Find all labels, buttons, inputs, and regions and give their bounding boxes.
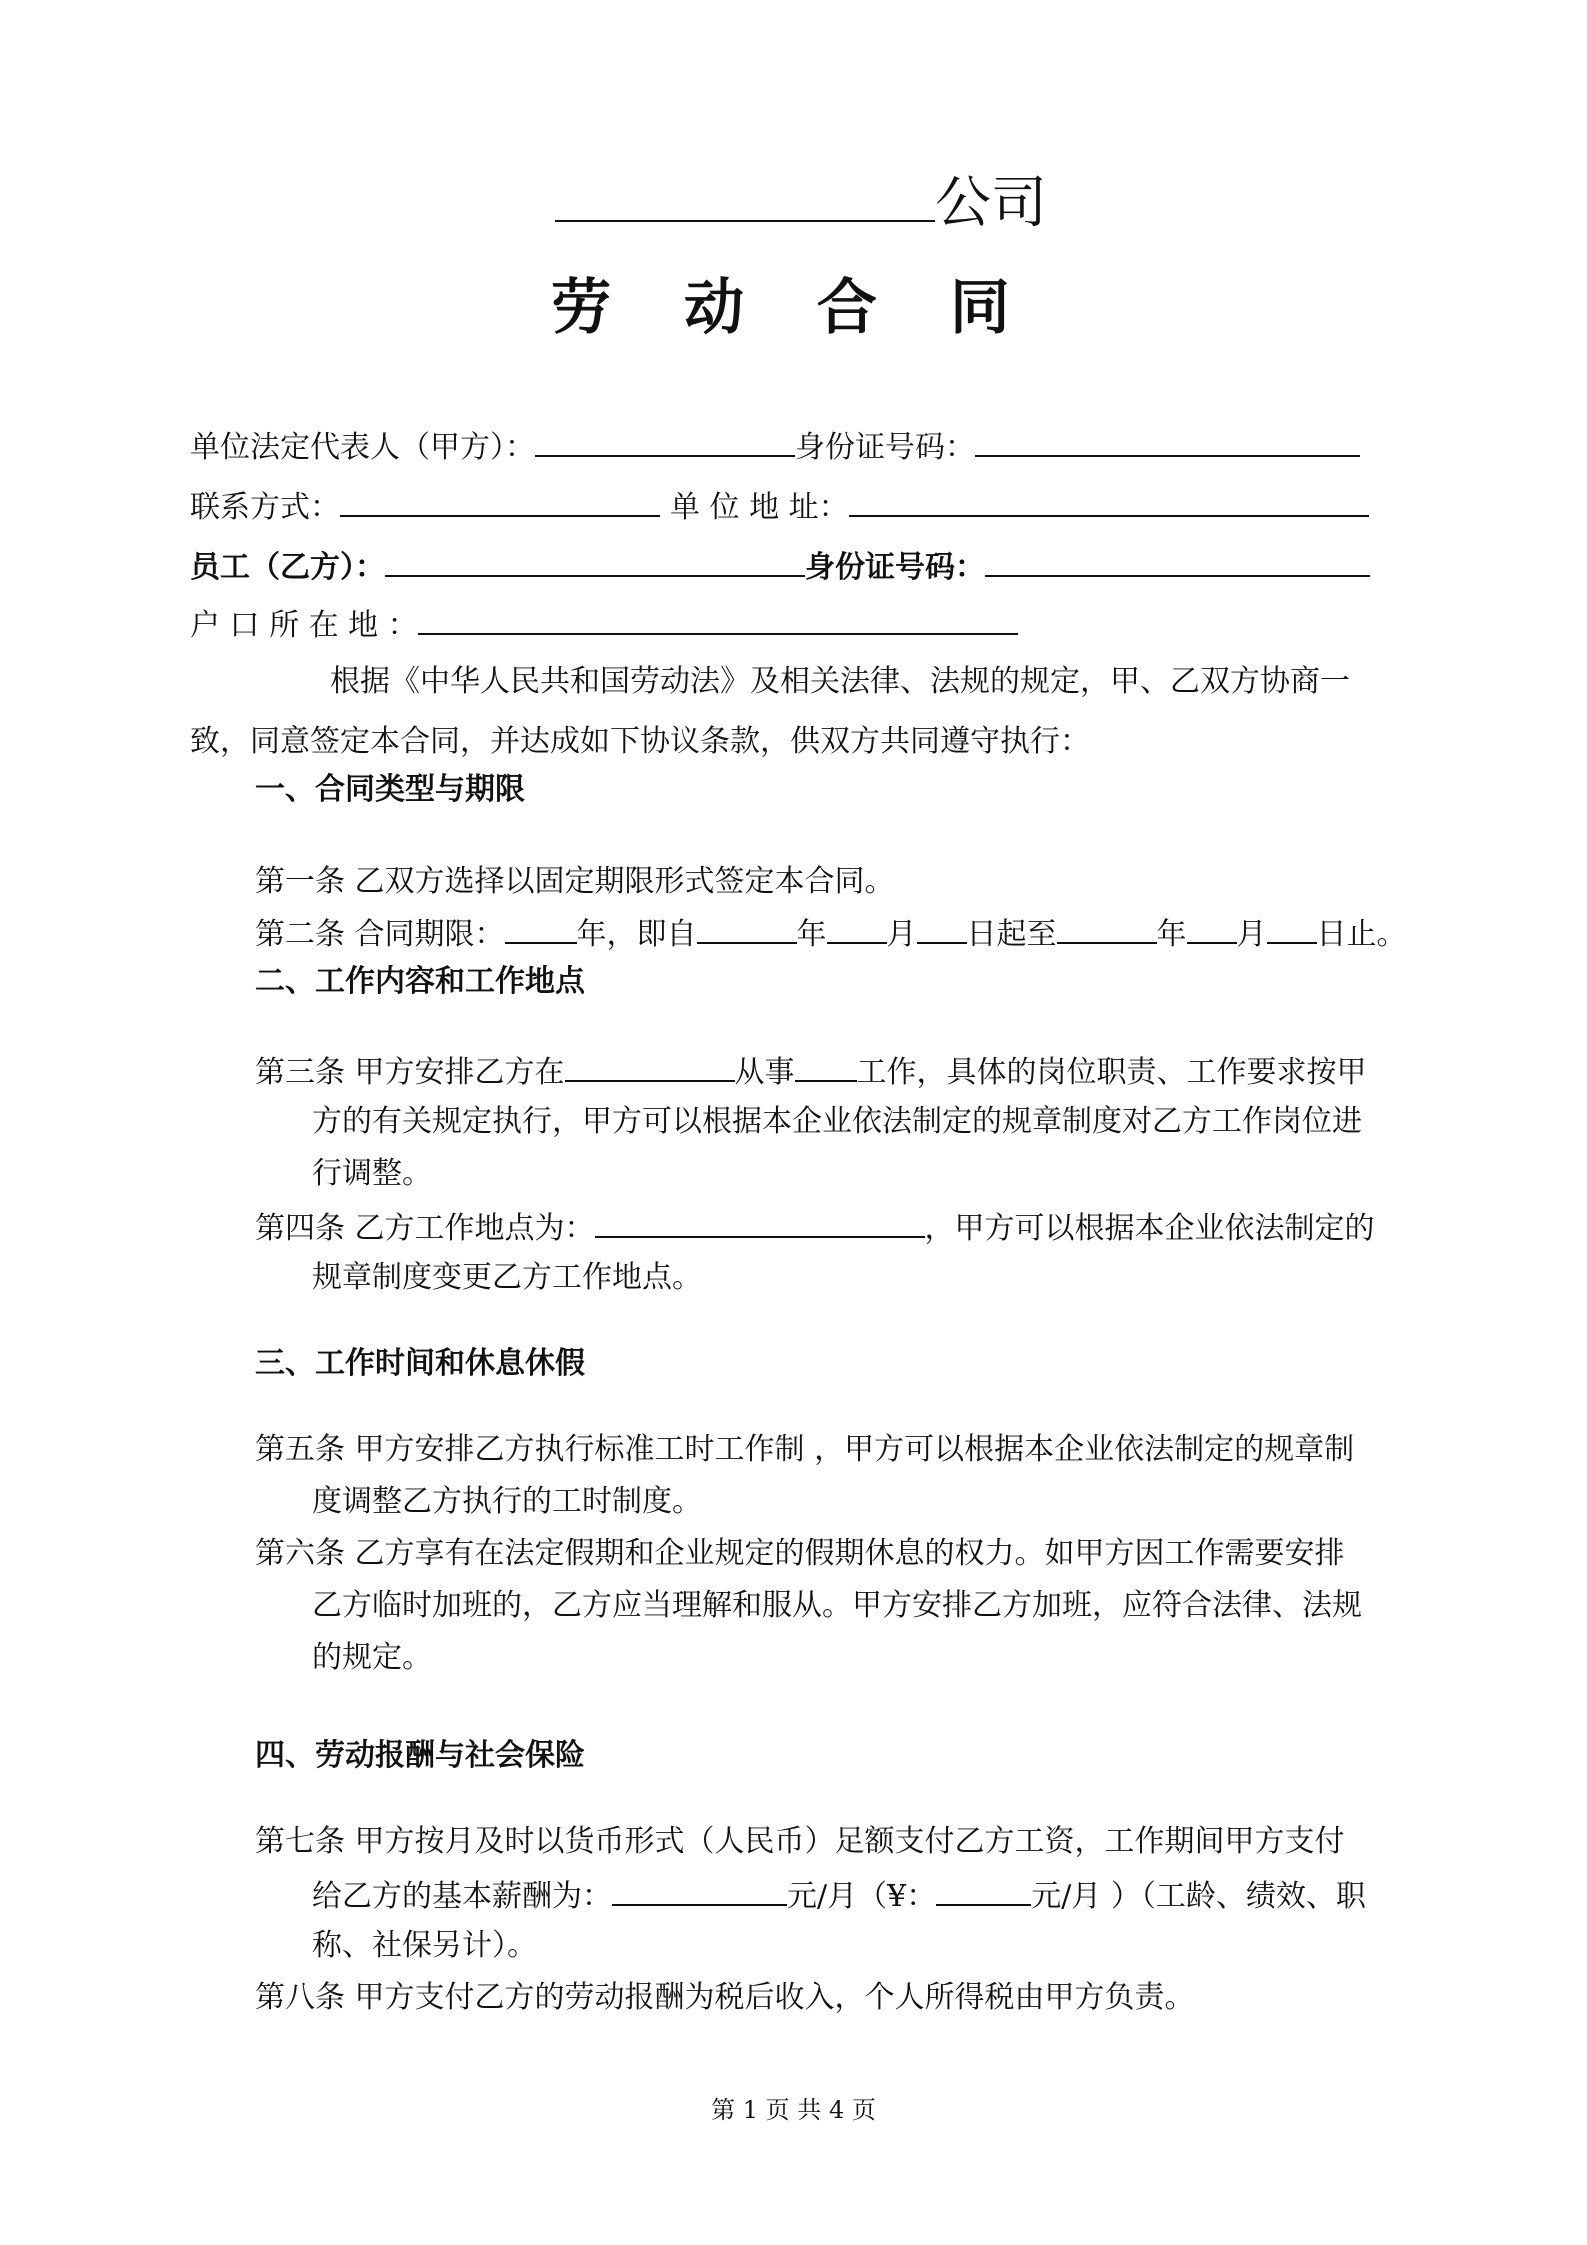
- employee-label: 员工（乙方）：: [190, 550, 385, 585]
- article-2-part: 年，即自: [576, 917, 697, 952]
- salary-amount-blank[interactable]: [936, 1874, 1031, 1906]
- hukou-blank[interactable]: [418, 603, 1018, 635]
- article-4-line-2: 规章制度变更乙方工作地点。: [312, 1260, 702, 1295]
- article-7-part: 元/月（¥：: [787, 1879, 937, 1914]
- company-title-line: [555, 168, 1047, 239]
- section-heading-1: 一、合同类型与期限: [255, 772, 525, 807]
- party-a-rep-label: 单位法定代表人（甲方）：: [190, 430, 535, 465]
- article-2-part: 年: [796, 917, 827, 952]
- base-salary-blank[interactable]: [612, 1874, 787, 1906]
- employee-line: [190, 545, 1370, 588]
- id-number-a-label: 身份证号码：: [795, 430, 975, 465]
- company-name-blank[interactable]: [555, 168, 935, 222]
- hukou-label: 户 口 所 在 地 ：: [190, 608, 418, 643]
- article-8: 第八条 甲方支付乙方的劳动报酬为税后收入，个人所得税由甲方负责。: [255, 1980, 1195, 2015]
- article-2-part: 月: [886, 917, 917, 952]
- party-a-rep-blank[interactable]: [535, 425, 795, 457]
- article-7-part: 元/月 ）（工龄、绩效、职: [1031, 1879, 1366, 1914]
- article-4-line-1: [255, 1206, 1375, 1249]
- article-4-part: ，甲方可以根据本企业依法制定的: [924, 1211, 1375, 1246]
- section-heading-3: 三、工作时间和休息休假: [255, 1346, 585, 1381]
- job-title-blank[interactable]: [795, 1050, 857, 1082]
- end-month-blank[interactable]: [1187, 912, 1237, 944]
- contact-label: 联系方式：: [190, 490, 340, 525]
- workplace-blank[interactable]: [595, 1206, 925, 1238]
- party-a-line: [190, 425, 1360, 468]
- article-5-line-2: 度调整乙方执行的工时制度。: [312, 1484, 702, 1519]
- article-2-part: 月: [1236, 917, 1267, 952]
- id-number-b-label: 身份证号码：: [805, 550, 985, 585]
- end-year-blank[interactable]: [1057, 912, 1157, 944]
- start-year-blank[interactable]: [697, 912, 797, 944]
- term-years-blank[interactable]: [505, 912, 577, 944]
- article-6-line-1: 第六条 乙方享有在法定假期和企业规定的假期休息的权力。如甲方因工作需要安排: [255, 1536, 1345, 1571]
- article-7-line-3: 称、社保另计）。: [312, 1928, 537, 1963]
- article-3-part: 第三条 甲方安排乙方在: [255, 1055, 565, 1090]
- article-3-part: 工作，具体的岗位职责、工作要求按甲: [856, 1055, 1367, 1090]
- article-7-line-1: 第七条 甲方按月及时以货币形式（人民币）足额支付乙方工资，工作期间甲方支付: [255, 1824, 1345, 1859]
- article-3-part: 从事: [734, 1055, 795, 1090]
- department-blank[interactable]: [565, 1050, 735, 1082]
- article-4-part: 第四条 乙方工作地点为：: [255, 1211, 595, 1246]
- start-day-blank[interactable]: [917, 912, 967, 944]
- address-label: 单 位 地 址：: [670, 490, 849, 525]
- article-3-line-3: 行调整。: [312, 1156, 432, 1191]
- article-7-line-2: [312, 1874, 1366, 1917]
- intro-line-2: 致，同意签定本合同，并达成如下协议条款，供双方共同遵守执行：: [190, 724, 1090, 759]
- page-number: 第 1 页 共 4 页: [711, 2096, 876, 2124]
- section-heading-2: 二、工作内容和工作地点: [255, 964, 585, 999]
- article-7-part: 给乙方的基本薪酬为：: [312, 1879, 612, 1914]
- section-heading-4: 四、劳动报酬与社会保险: [255, 1738, 585, 1773]
- article-2-part: 日止。: [1316, 917, 1407, 952]
- article-2-part: 日起至: [966, 917, 1057, 952]
- contact-blank[interactable]: [340, 485, 660, 517]
- hukou-line: [190, 603, 1018, 646]
- article-2-part: 第二条 合同期限：: [255, 917, 505, 952]
- company-suffix: 公司: [935, 171, 1047, 236]
- article-2: [255, 912, 1407, 955]
- article-6-line-3: 的规定。: [312, 1640, 432, 1675]
- id-number-a-blank[interactable]: [975, 425, 1360, 457]
- id-number-b-blank[interactable]: [985, 545, 1370, 577]
- end-day-blank[interactable]: [1267, 912, 1317, 944]
- article-3-line-1: [255, 1050, 1367, 1093]
- address-blank[interactable]: [849, 485, 1369, 517]
- article-2-part: 年: [1156, 917, 1187, 952]
- article-5-line-1: 第五条 甲方安排乙方执行标准工时工作制 ，甲方可以根据本企业依法制定的规章制: [255, 1432, 1355, 1467]
- intro-line-1: 根据《中华人民共和国劳动法》及相关法律、法规的规定，甲、乙双方协商一: [330, 664, 1350, 699]
- article-3-line-2: 方的有关规定执行，甲方可以根据本企业依法制定的规章制度对乙方工作岗位进: [312, 1104, 1362, 1139]
- article-1: 第一条 乙双方选择以固定期限形式签定本合同。: [255, 864, 895, 899]
- employee-blank[interactable]: [385, 545, 805, 577]
- article-6-line-2: 乙方临时加班的，乙方应当理解和服从。甲方安排乙方加班，应符合法律、法规: [312, 1588, 1362, 1623]
- start-month-blank[interactable]: [827, 912, 887, 944]
- contract-title: 劳 动 合 同: [551, 273, 1036, 343]
- contact-line: [190, 485, 1369, 528]
